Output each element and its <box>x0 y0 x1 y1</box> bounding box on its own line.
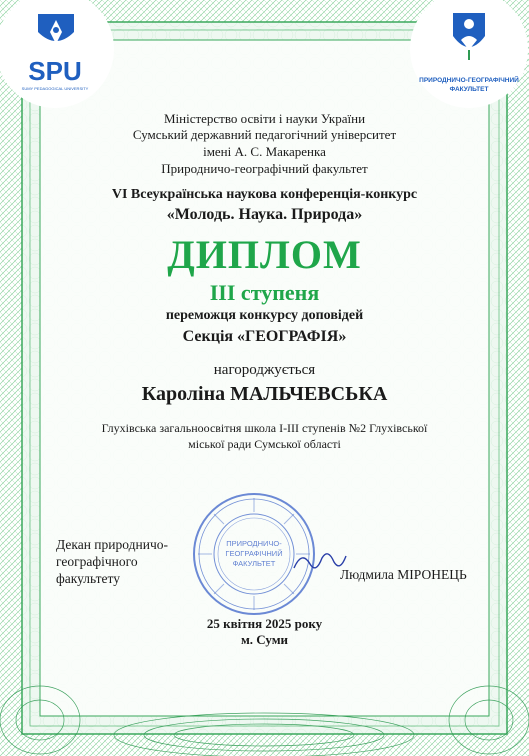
seal-center-line-2: ГЕОГРАФІЧНИЙ <box>225 549 283 558</box>
school-line-1: Глухівська загальноосвітня школа І-ІІІ ступенів №2 Глухівської <box>101 421 428 435</box>
place-line: м. Суми <box>240 632 289 647</box>
date-line: 25 квітня 2025 року <box>206 616 323 631</box>
section-line: Секція «ГЕОГРАФІЯ» <box>182 328 347 345</box>
recipient-name: Кароліна МАЛЬЧЕВСЬКА <box>141 383 388 405</box>
faculty-logo-text: ПРИРОДНИЧО-ГЕОГРАФІЧНИЙ ФАКУЛЬТЕТ <box>419 77 519 93</box>
university-logo-subtext: SUMY PEDAGOGICAL UNIVERSITY <box>21 86 89 91</box>
signatory-role-line-2: географічного <box>56 554 138 569</box>
awarded-line: нагороджується <box>213 362 316 378</box>
school-line-2: міської ради Сумської області <box>188 437 341 451</box>
conference-name: «Молодь. Наука. Природа» <box>166 206 363 223</box>
faculty-line: Природничо-географічний факультет <box>161 161 368 176</box>
diploma-title: ДИПЛОМ <box>167 232 362 277</box>
faculty-emblem-icon <box>450 10 488 62</box>
diploma-degree: ІІІ ступеня <box>209 280 320 305</box>
seal-center-line-1: ПРИРОДНИЧО- <box>226 539 282 548</box>
university-name-line: імені А. С. Макаренка <box>203 144 326 159</box>
university-logo-text: SPU <box>28 56 82 86</box>
seal-center-line-3: ФАКУЛЬТЕТ <box>232 559 276 568</box>
pen-nib-icon <box>34 10 78 52</box>
university-line: Сумський державний педагогічний університет <box>132 127 397 142</box>
ministry-line: Міністерство освіти і науки України <box>163 111 366 126</box>
signatory-role-line-1: Декан природничо- <box>56 537 168 552</box>
winner-line: переможця конкурсу доповідей <box>165 308 364 323</box>
signatory-name: Людмила МІРОНЕЦЬ <box>340 567 467 582</box>
signatory-role-line-3: факультету <box>56 571 121 586</box>
conference-line: VI Всеукраїнська наукова конференція-конкурс <box>111 187 418 202</box>
faculty-logo <box>410 0 528 108</box>
